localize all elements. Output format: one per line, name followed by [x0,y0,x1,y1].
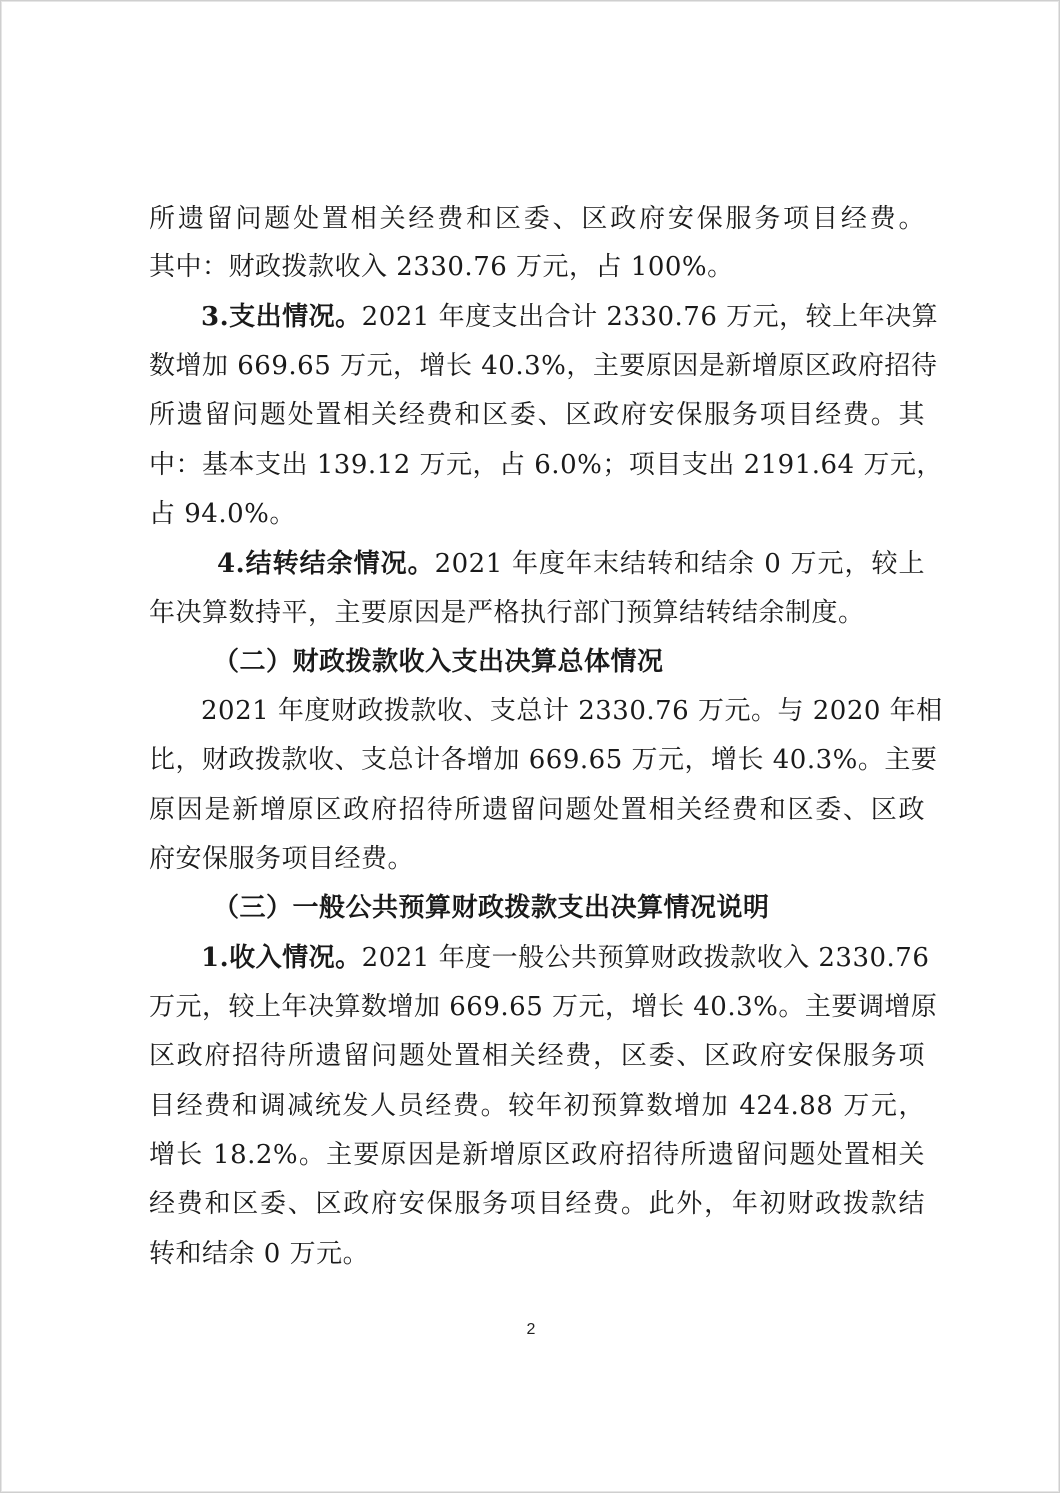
text-line: 转和结余 0 万元。 [149,1239,370,1269]
heading-expenditure: 3.支出情况。 [201,302,362,332]
text-line: 万元，较上年决算数增加 669.65 万元，增长 40.3%。主要调增原 [149,992,938,1022]
text-line: 年决算数持平，主要原因是严格执行部门预算结转结余制度。 [149,598,865,628]
text-line: 所遗留问题处置相关经费和区委、区政府安保服务项目经费。 [149,204,925,234]
heading-income: 1.收入情况。 [201,943,362,973]
text-line: 府安保服务项目经费。 [149,844,415,874]
page-number: 2 [526,1321,536,1338]
text-line: 增长 18.2%。主要原因是新增原区政府招待所遗留问题处置相关 [149,1140,925,1170]
text-line: 2021 年度支出合计 2330.76 万元，较上年决算 [361,302,939,332]
text-line: 原因是新增原区政府招待所遗留问题处置相关经费和区委、区政 [149,795,925,825]
paragraph-income [201,934,930,982]
text-line: 其中：财政拨款收入 2330.76 万元，占 100%。 [149,252,734,282]
text-line: 数增加 669.65 万元，增长 40.3%，主要原因是新增原区政府招待 [149,351,938,381]
paragraph-expenditure [201,293,939,341]
text-line: 2021 年度一般公共预算财政拨款收入 2330.76 [361,943,930,973]
text-line: 比，财政拨款收、支总计各增加 669.65 万元，增长 40.3%。主要 [149,745,938,775]
text-line: 占 94.0%。 [149,499,296,529]
text-line: 2021 年度年末结转和结余 0 万元，较上 [434,549,925,579]
text-line: 2021 年度财政拨款收、支总计 2330.76 万元。与 2020 年相 [201,696,943,726]
text-line: 区政府招待所遗留问题处置相关经费，区委、区政府安保服务项 [149,1041,925,1071]
text-line: 所遗留问题处置相关经费和区委、区政府安保服务项目经费。其 [149,400,925,430]
section-heading-2: （二）财政拨款收入支出决算总体情况 [213,647,664,677]
text-line: 经费和区委、区政府安保服务项目经费。此外，年初财政拨款结 [149,1189,925,1219]
section-heading-3: （三）一般公共预算财政拨款支出决算情况说明 [213,893,770,923]
text-line: 目经费和调减统发人员经费。较年初预算数增加 424.88 万元， [149,1091,925,1121]
text-line: 中：基本支出 139.12 万元，占 6.0%；项目支出 2191.64 万元， [149,450,943,480]
paragraph-carryover [217,540,925,588]
heading-carryover: 4.结转结余情况。 [217,549,435,579]
